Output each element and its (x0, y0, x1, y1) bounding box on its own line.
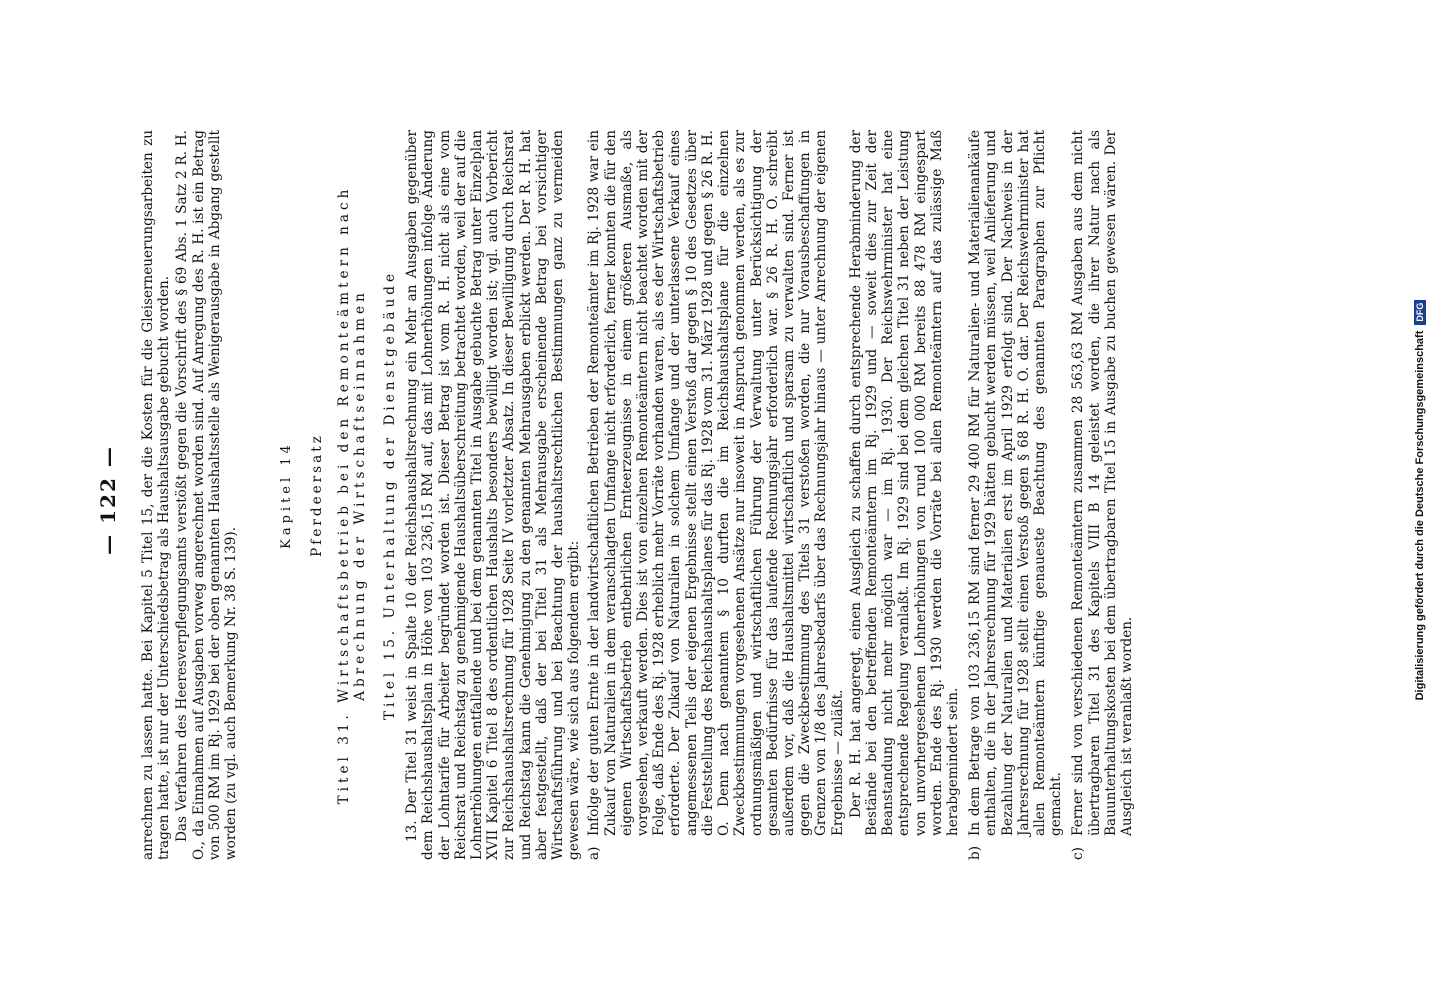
list-item-b (967, 130, 1066, 860)
title-31-heading: Titel 31. Wirtschaftsbetrieb bei den Remonteämtern nach Abrechnung der Wirtschaftseinnahmen (335, 185, 368, 805)
page-content (140, 130, 1137, 860)
chapter-subheading: Pferdeersatz (309, 433, 326, 557)
item-text-continued: Der R. H. hat angeregt, einen Ausgleich zu schaffen durch entsprechende Herabminderung der Bestände bei den betreffenden Remonteämtern im Rj. 1929 und — soweit dies zur Zeit der Beanstandung nicht mehr möglich war — im Rj. 1930. Der Reichswehrminister hat eine entsprechende Regelung veranlaßt. Im Rj. 1929 sind bei dem gleichen Titel 31 neben der Leistung von unvorhergesehenen Lohnerhöhungen von rund 100 000 RM bereits 88 478 RM eingespart worden. Ende des Rj. 1930 werden die Vorräte bei allen Remonteämtern auf das zulässige Maß herabgemindert sein. (847, 130, 961, 836)
paragraph-heeresverpflegungsamt: Das Verfahren des Heeresverpflegungsamts verstößt gegen die Vorschrift des § 69 Abs. 1 Satz 2 R. H. O., da Einnahmen auf Ausgaben vorweg angerechnet worden sind. Auf Anregung des R. H. ist ein Betrag von 500 RM im Rj. 1929 bei der oben genannten Haushaltsstelle als Wenigerausgabe in Abgang gestellt worden (zu vgl. auch Bemerkung Nr. 38 S. 139). (174, 130, 240, 860)
paragraph-13: 13. Der Titel 31 weist in Spalte 10 der Reichshaushaltsrechnung ein Mehr an Ausgaben gegenüber dem Reichshaushaltsplan in Höhe von 103 236,15 RM auf, das mit Lohnerhöhungen infolge Änderung der Lohntarife für Arbeiter begründet worden ist. Dieser Betrag ist vom R. H. nicht als eine vom Reichsrat und Reichstag zu genehmigende Haushaltsüberschreitung betrachtet worden, weil der auf die Lohnerhöhungen entfallende und bei dem genannten Titel in Ausgabe gebuchte Betrag unter Einzelplan XVII Kapitel 6 Titel 8 des ordentlichen Haushalts besonders bewilligt worden ist; vgl. auch Vorbericht zur Reichshaushaltsrechnung für 1928 Seite IV vorletzter Absatz. In dieser Bewilligung durch Reichsrat und Reichstag kann die Genehmigung zu den genannten Mehrausgaben erblickt werden. Der R. H. hat aber festgestellt, daß der bei Titel 31 als Mehrausgabe erscheinende Betrag bei vorsichtiger Wirtschaftsführung und bei Beachtung der haushaltsrechtlichen Bestimmungen ganz zu vermeiden gewesen wäre, wie sich aus folgendem ergibt: (404, 130, 583, 860)
page-number: — 122 — (96, 445, 120, 555)
title-15-heading: Titel 15. Unterhaltung der Dienstgebäude (382, 269, 399, 721)
item-text: Ferner sind von verschiedenen Remonteämtern zusammen 28 563,63 RM Ausgaben aus dem nicht übertragbaren Titel 31 des Kapitels VIII B 14 geleistet worden, die ihrer Natur nach als Bauunterhaltungskosten bei dem übertragbaren Titel 15 in Ausgabe zu buchen gewesen wären. Der Ausgleich ist veranlaßt worden. (1070, 130, 1135, 836)
digitization-text: Digitalisierung gefördert durch die Deutsche Forschungsgemeinschaft (1414, 330, 1426, 701)
list-item-a (586, 130, 963, 860)
item-text: In dem Betrage von 103 236,15 RM sind ferner 29 400 RM für Naturalien- und Materialienankäufe enthalten, die in der Jahresrechnung für 1929 hätten gebucht werden müssen, weil Anlieferung und Bezahlung der Naturalien und Materialien erst im April 1929 erfolgt sind. Der Nachweis in der Jahresrechnung für 1928 stellt einen Verstoß gegen § 68 R. H. O. dar. Der Reichswehrminister hat allen Remonteämtern künftige genaueste Beachtung des genannten Paragraphen zur Pflicht gemacht. (967, 130, 1065, 836)
list-item-c (1070, 130, 1137, 860)
item-text: Infolge der guten Ernte in der landwirtschaftlichen Betrieben der Remonteämter im Rj. 1928 war ein Zukauf von Naturalien in dem veranschlagten Umfange nicht erforderlich, ferner konnten die für den eigenen Wirtschaftsbetrieb entbehrlichen Ernteerzeugnisse in einem größeren Ausmaße, als vorgesehen, verkauft werden. Dies ist von einzelnen Remonteämtern nicht beachtet worden mit der Folge, daß Ende des Rj. 1928 erheblich mehr Vorräte vorhanden waren, als es der Wirtschaftsbetrieb erforderte. Der Zukauf von Naturalien in solchem Umfange und der unterlassene Verkauf eines angemessenen Teils der eigenen Ergebnisse stellt einen Verstoß dar gegen § 10 des Gesetzes über die Feststellung des Reichshaushaltsplanes für das Rj. 1928 vom 31. März 1928 und gegen § 26 R. H. O. Denn nach genanntem § 10 durften die im Reichshaushaltsplane für die einzelnen Zweckbestimmungen vorgesehenen Ansätze nur insoweit in Anspruch genommen werden, als es zur ordnungsmäßigen und wirtschaftlichen Führung der Verwaltung unter Berücksichtigung der gesamten Bedürfnisse für das laufende Rechnungsjahr erforderlich war. § 26 R. H. O. schreibt außerdem vor, daß die Haushaltsmittel wirtschaftlich und sparsam zu verwalten sind. Ferner ist gegen die Zweckbestimmung des Titels 31 verstoßen worden, die nur Vorausbeschaffungen in Grenzen von 1/8 des Jahresbedarfs über das Rechnungsjahr hinaus — unter Anrechnung der eigenen Ergebnisse — zuläßt. (586, 130, 846, 836)
item-label: a) (586, 846, 603, 860)
item-label: c) (1070, 847, 1087, 860)
dfg-logo: DFG (1414, 300, 1426, 325)
paragraph-intro: anrechnen zu lassen hatte. Bei Kapitel 5 Titel 15, der die Kosten für die Gleiserneuerungsarbeiten zu tragen hatte, ist nur der Unterschiedsbetrag als Haushaltsausgabe gebucht worden. (140, 130, 173, 860)
chapter-heading: Kapitel 14 (279, 441, 295, 549)
digitization-notice (1410, 0, 1430, 1000)
item-label: b) (967, 845, 984, 860)
